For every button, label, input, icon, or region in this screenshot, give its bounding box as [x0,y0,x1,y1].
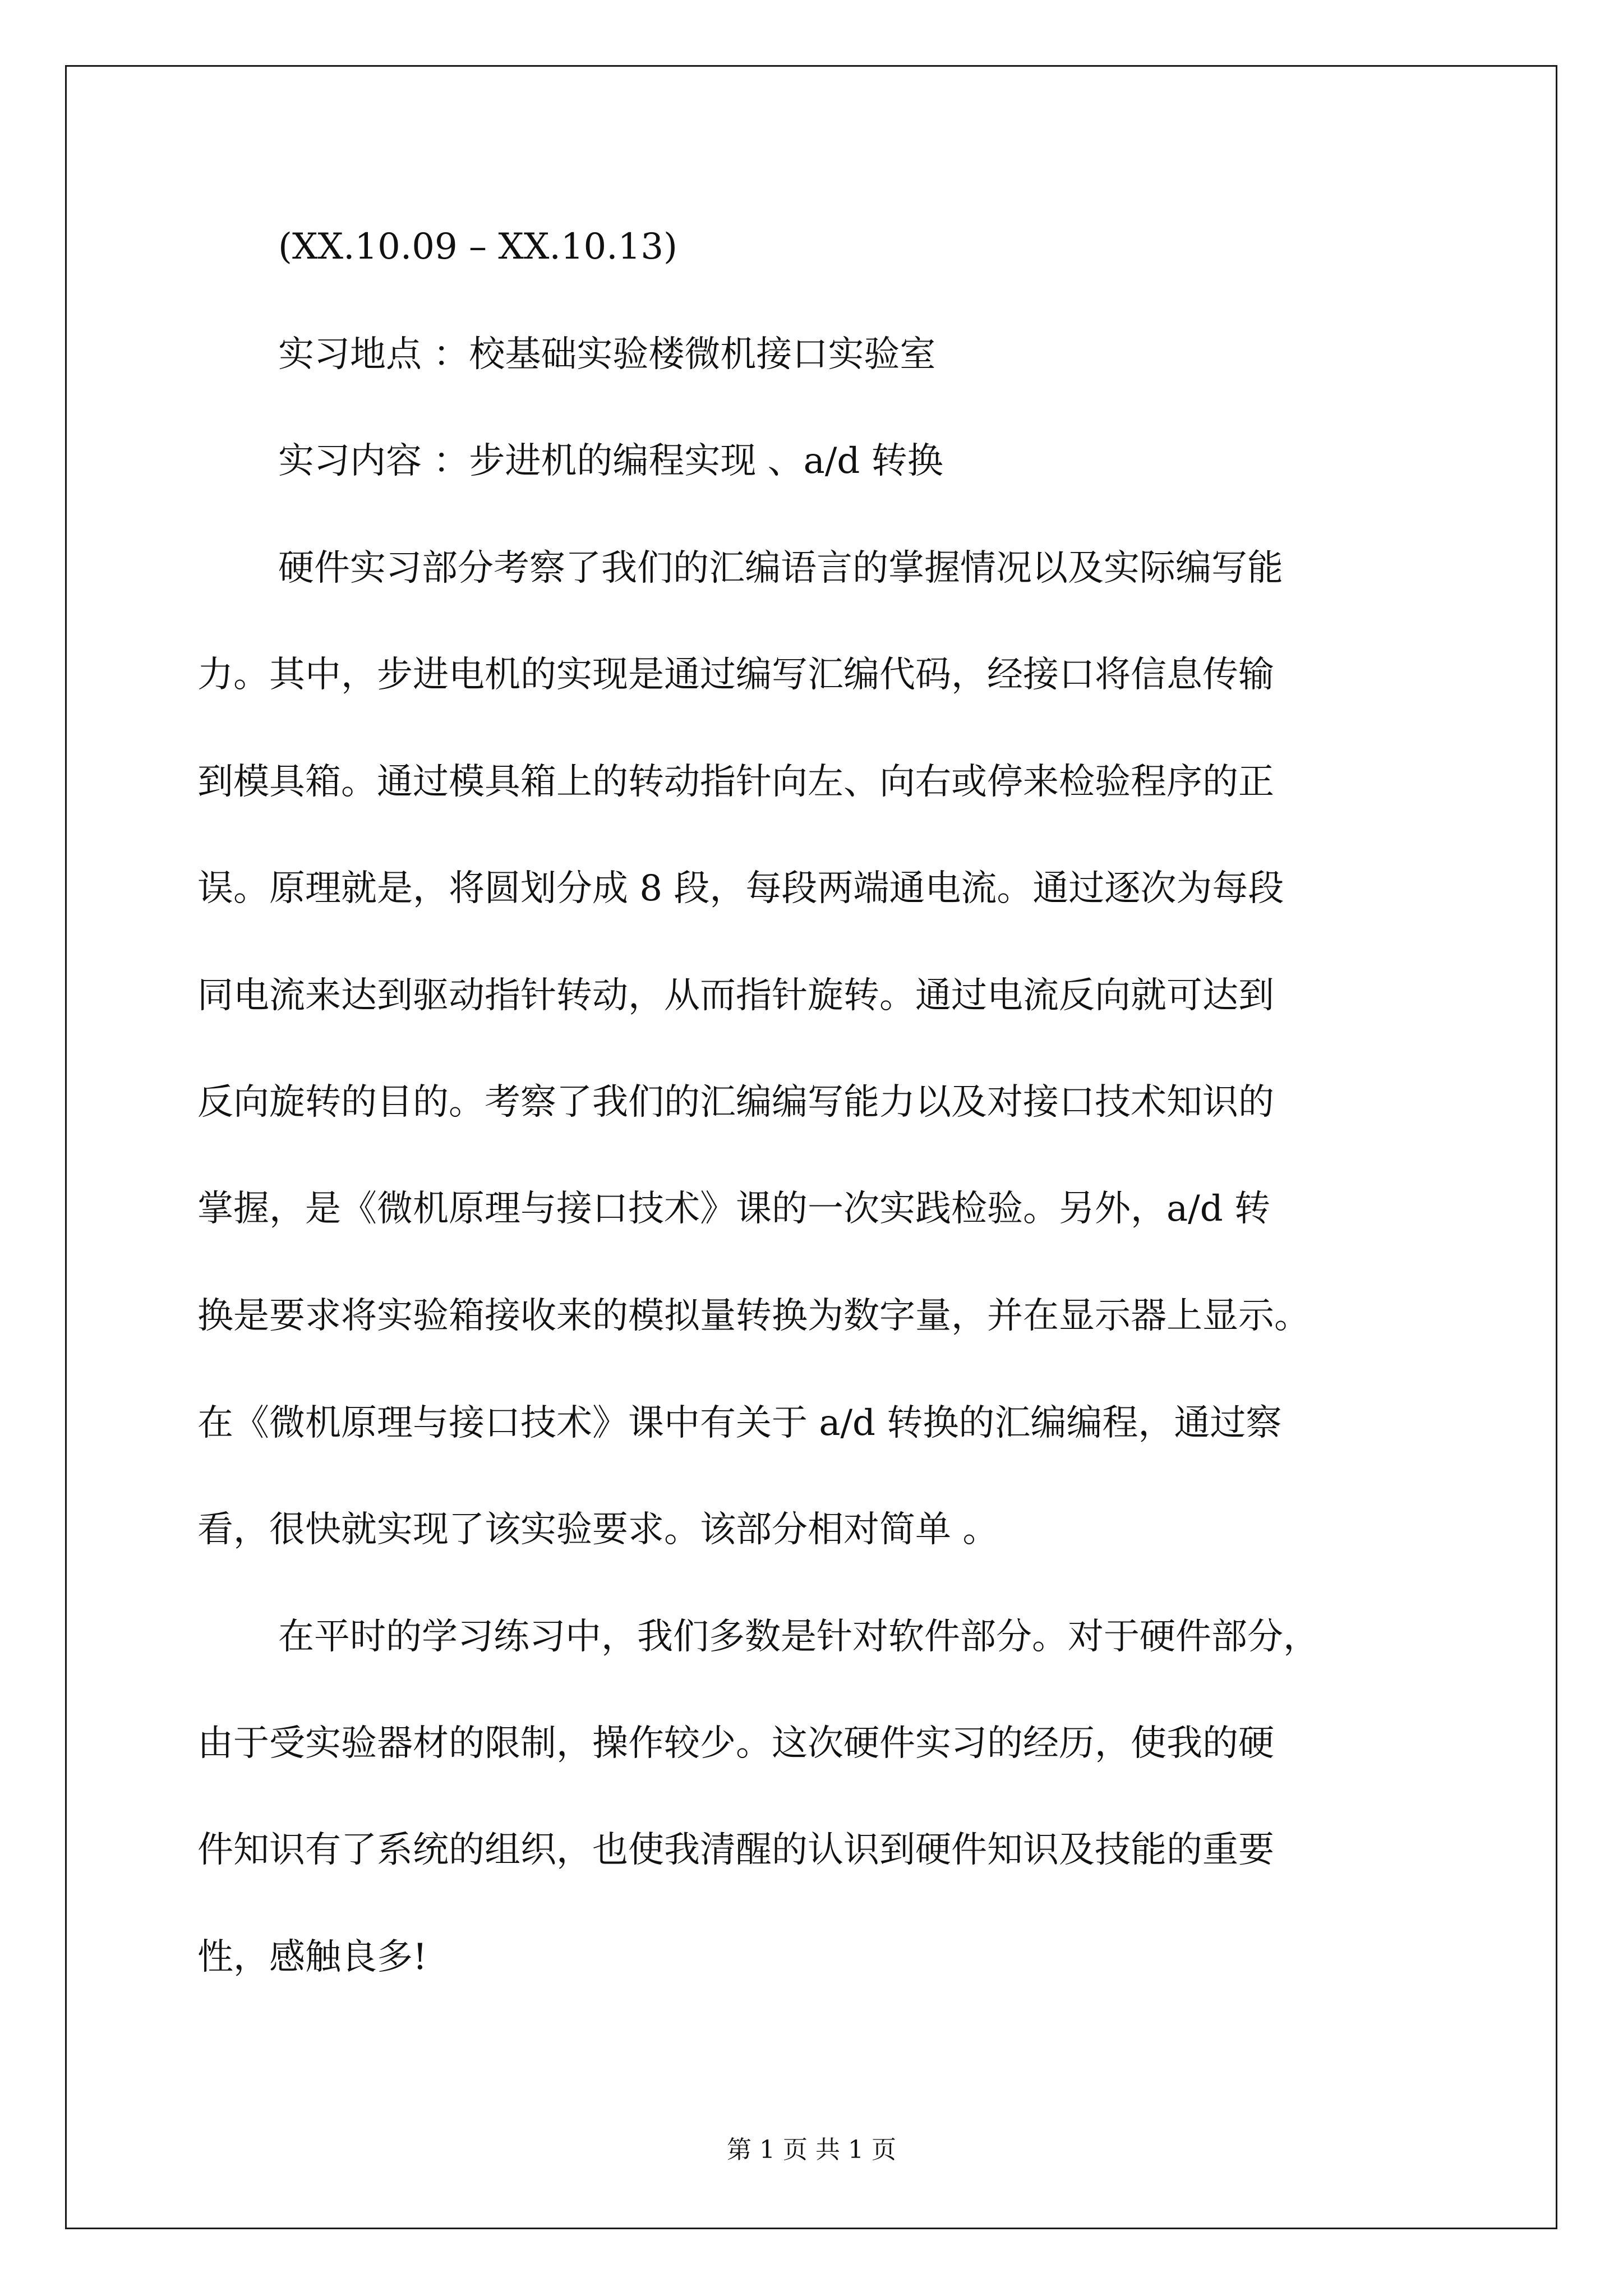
paragraph-2-line: 在平时的学习练习中，我们多数是针对软件部分。对于硬件部分， [278,1616,1319,1658]
paragraph-1-line: 到模具箱。通过模具箱上的转动指针向左、向右或停来检验程序的正 [197,761,1274,803]
paragraph-1-line: 掌握，是《微机原理与接口技术》课的一次实践检验。另外，a/d 转 [197,1188,1271,1230]
paragraph-1-line: 看，很快就实现了该实验要求。该部分相对简单 。 [197,1509,999,1550]
paragraph-1-line: 硬件实习部分考察了我们的汇编语言的掌握情况以及实际编写能 [278,547,1283,589]
paragraph-1-line: 反向旋转的目的。考察了我们的汇编编写能力以及对接口技术知识的 [197,1082,1274,1123]
paragraph-1-line: 误。原理就是，将圆划分成 8 段，每段两端通电流。通过逐次为每段 [197,868,1284,909]
paragraph-1-line: 在《微机原理与接口技术》课中有关于 a/d 转换的汇编编程，通过察 [197,1402,1282,1444]
internship-location: 实习地点 ：校基础实验楼微机接口实验室 [278,334,936,375]
page-border [65,65,1557,2229]
page-number: 第 1 页 共 1 页 [727,2136,896,2164]
paragraph-1-line: 换是要求将实验箱接收来的模拟量转换为数字量，并在显示器上显示。 [197,1295,1310,1337]
internship-content: 实习内容 ：步进机的编程实现 、a/d 转换 [278,440,943,482]
paragraph-2-line: 由于受实验器材的限制，操作较少。这次硬件实习的经历，使我的硬 [197,1723,1274,1764]
date-range: (XX.10.09 – XX.10.13) [278,226,677,268]
paragraph-2-line: 性，感触良多! [197,1936,427,1978]
paragraph-2-line: 件知识有了系统的组织，也使我清醒的认识到硬件知识及技能的重要 [197,1829,1274,1871]
paragraph-1-line: 力。其中，步进电机的实现是通过编写汇编代码，经接口将信息传输 [197,654,1274,696]
paragraph-1-line: 同电流来达到驱动指针转动，从而指针旋转。通过电流反向就可达到 [197,975,1274,1016]
